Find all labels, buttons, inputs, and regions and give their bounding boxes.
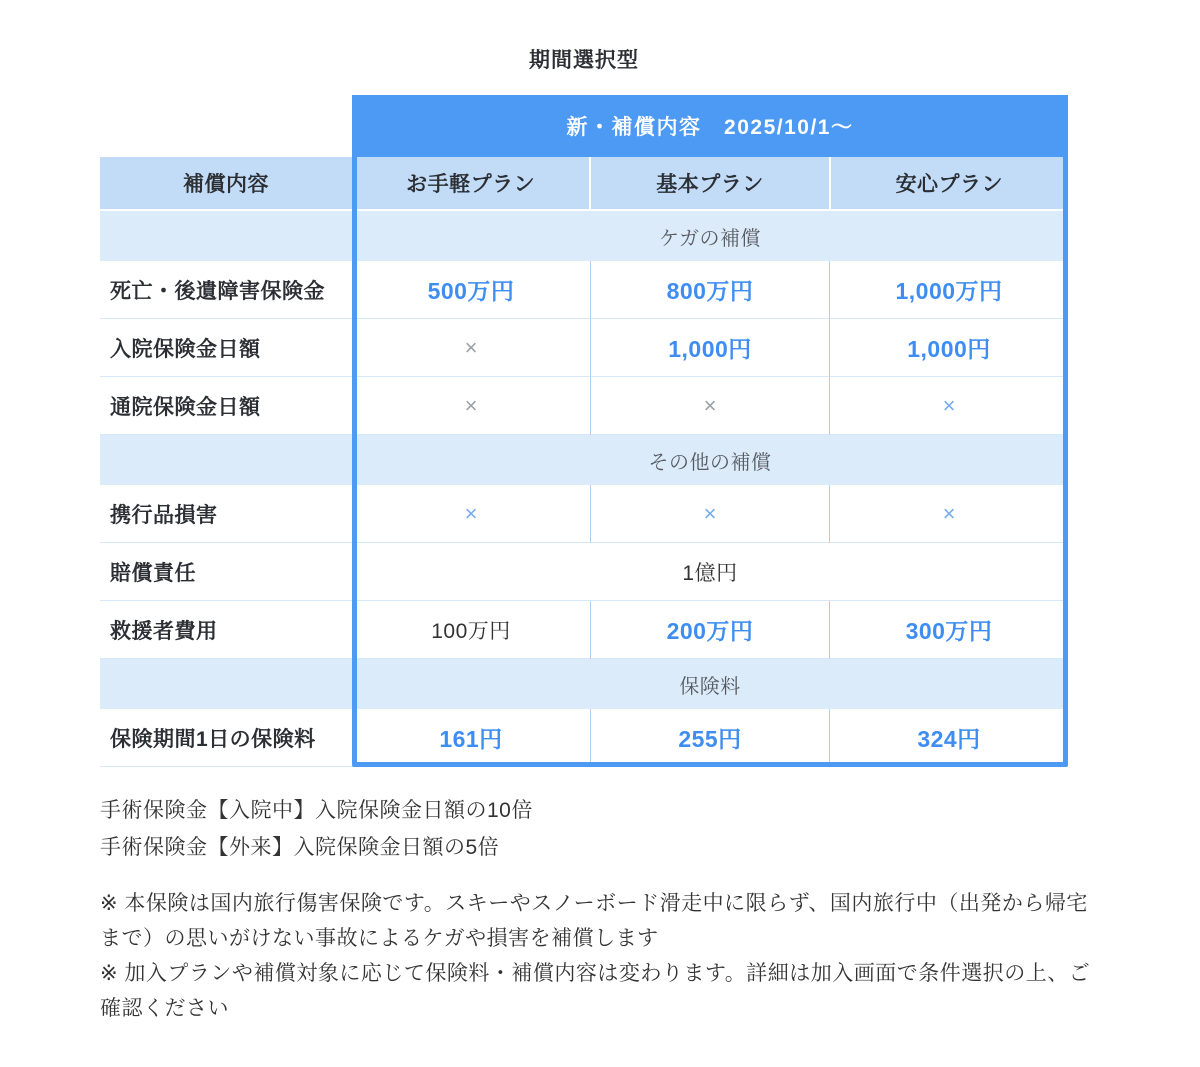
band-header bbox=[352, 95, 1068, 157]
note-line: ※ 本保険は国内旅行傷害保険です。スキーやスノーボード滑走中に限らず、国内旅行中（出発から帰宅まで）の思いがけない事故によるケガや損害を補償します bbox=[100, 892, 1088, 950]
value-cell: 1,000円 bbox=[590, 319, 829, 377]
value-cell: 161円 bbox=[352, 709, 590, 767]
section-label-spacer bbox=[100, 211, 352, 261]
page-title: 期間選択型 bbox=[529, 49, 639, 72]
band-title: 新・補償内容 2025/10/1〜 bbox=[566, 116, 854, 139]
value-cell: 324円 bbox=[829, 709, 1068, 767]
row-label: 賠償責任 bbox=[100, 543, 352, 601]
value-cell: × bbox=[829, 485, 1068, 543]
row-label: 携行品損害 bbox=[100, 485, 352, 543]
value-cell: 100万円 bbox=[352, 601, 590, 659]
value-cell: × bbox=[352, 485, 590, 543]
plan-table-rows bbox=[100, 211, 1068, 767]
data-row bbox=[100, 543, 1068, 601]
section-label-spacer bbox=[100, 659, 352, 709]
value-cell: × bbox=[829, 377, 1068, 435]
row-label: 保険期間1日の保険料 bbox=[100, 709, 352, 767]
column-header-row bbox=[100, 157, 1068, 211]
plan-header-cell-kihon: 基本プラン bbox=[589, 157, 828, 211]
data-row bbox=[100, 601, 1068, 659]
section-label-spacer bbox=[100, 435, 352, 485]
row-label: 救援者費用 bbox=[100, 601, 352, 659]
disclaimer-notes bbox=[100, 886, 1105, 1026]
footnote-line: 手術保険金【外来】入院保険金日額の5倍 bbox=[100, 836, 500, 859]
value-cell: 200万円 bbox=[590, 601, 829, 659]
corner-header-cell: 補償内容 bbox=[100, 157, 352, 211]
section-title: その他の補償 bbox=[352, 435, 1068, 485]
value-cell: 255円 bbox=[590, 709, 829, 767]
data-row bbox=[100, 377, 1068, 435]
section-title: 保険料 bbox=[352, 659, 1068, 709]
row-label: 入院保険金日額 bbox=[100, 319, 352, 377]
surgery-footnotes bbox=[100, 792, 533, 866]
data-row bbox=[100, 709, 1068, 767]
footnote-line: 手術保険金【入院中】入院保険金日額の10倍 bbox=[100, 799, 533, 822]
insurance-plan-table bbox=[100, 95, 1068, 767]
value-cell: 1,000円 bbox=[829, 319, 1068, 377]
value-cell: × bbox=[352, 319, 590, 377]
value-cell: × bbox=[590, 377, 829, 435]
row-label: 死亡・後遺障害保険金 bbox=[100, 261, 352, 319]
section-row bbox=[100, 659, 1068, 709]
value-cell: 300万円 bbox=[829, 601, 1068, 659]
value-cell: 800万円 bbox=[590, 261, 829, 319]
note-line: ※ 加入プランや補償対象に応じて保険料・補償内容は変わります。詳細は加入画面で条件選択の上、ご確認ください bbox=[100, 962, 1091, 1020]
value-cell: × bbox=[590, 485, 829, 543]
plan-header-cell-otegaru: お手軽プラン bbox=[352, 157, 589, 211]
data-row bbox=[100, 485, 1068, 543]
row-label: 通院保険金日額 bbox=[100, 377, 352, 435]
value-cell: 1億円 bbox=[352, 543, 1068, 601]
plan-header-cell-anshin: 安心プラン bbox=[829, 157, 1068, 211]
value-cell: 1,000万円 bbox=[829, 261, 1068, 319]
section-row bbox=[100, 435, 1068, 485]
value-cell: 500万円 bbox=[352, 261, 590, 319]
section-title: ケガの補償 bbox=[352, 211, 1068, 261]
data-row bbox=[100, 261, 1068, 319]
section-row bbox=[100, 211, 1068, 261]
value-cell: × bbox=[352, 377, 590, 435]
data-row bbox=[100, 319, 1068, 377]
